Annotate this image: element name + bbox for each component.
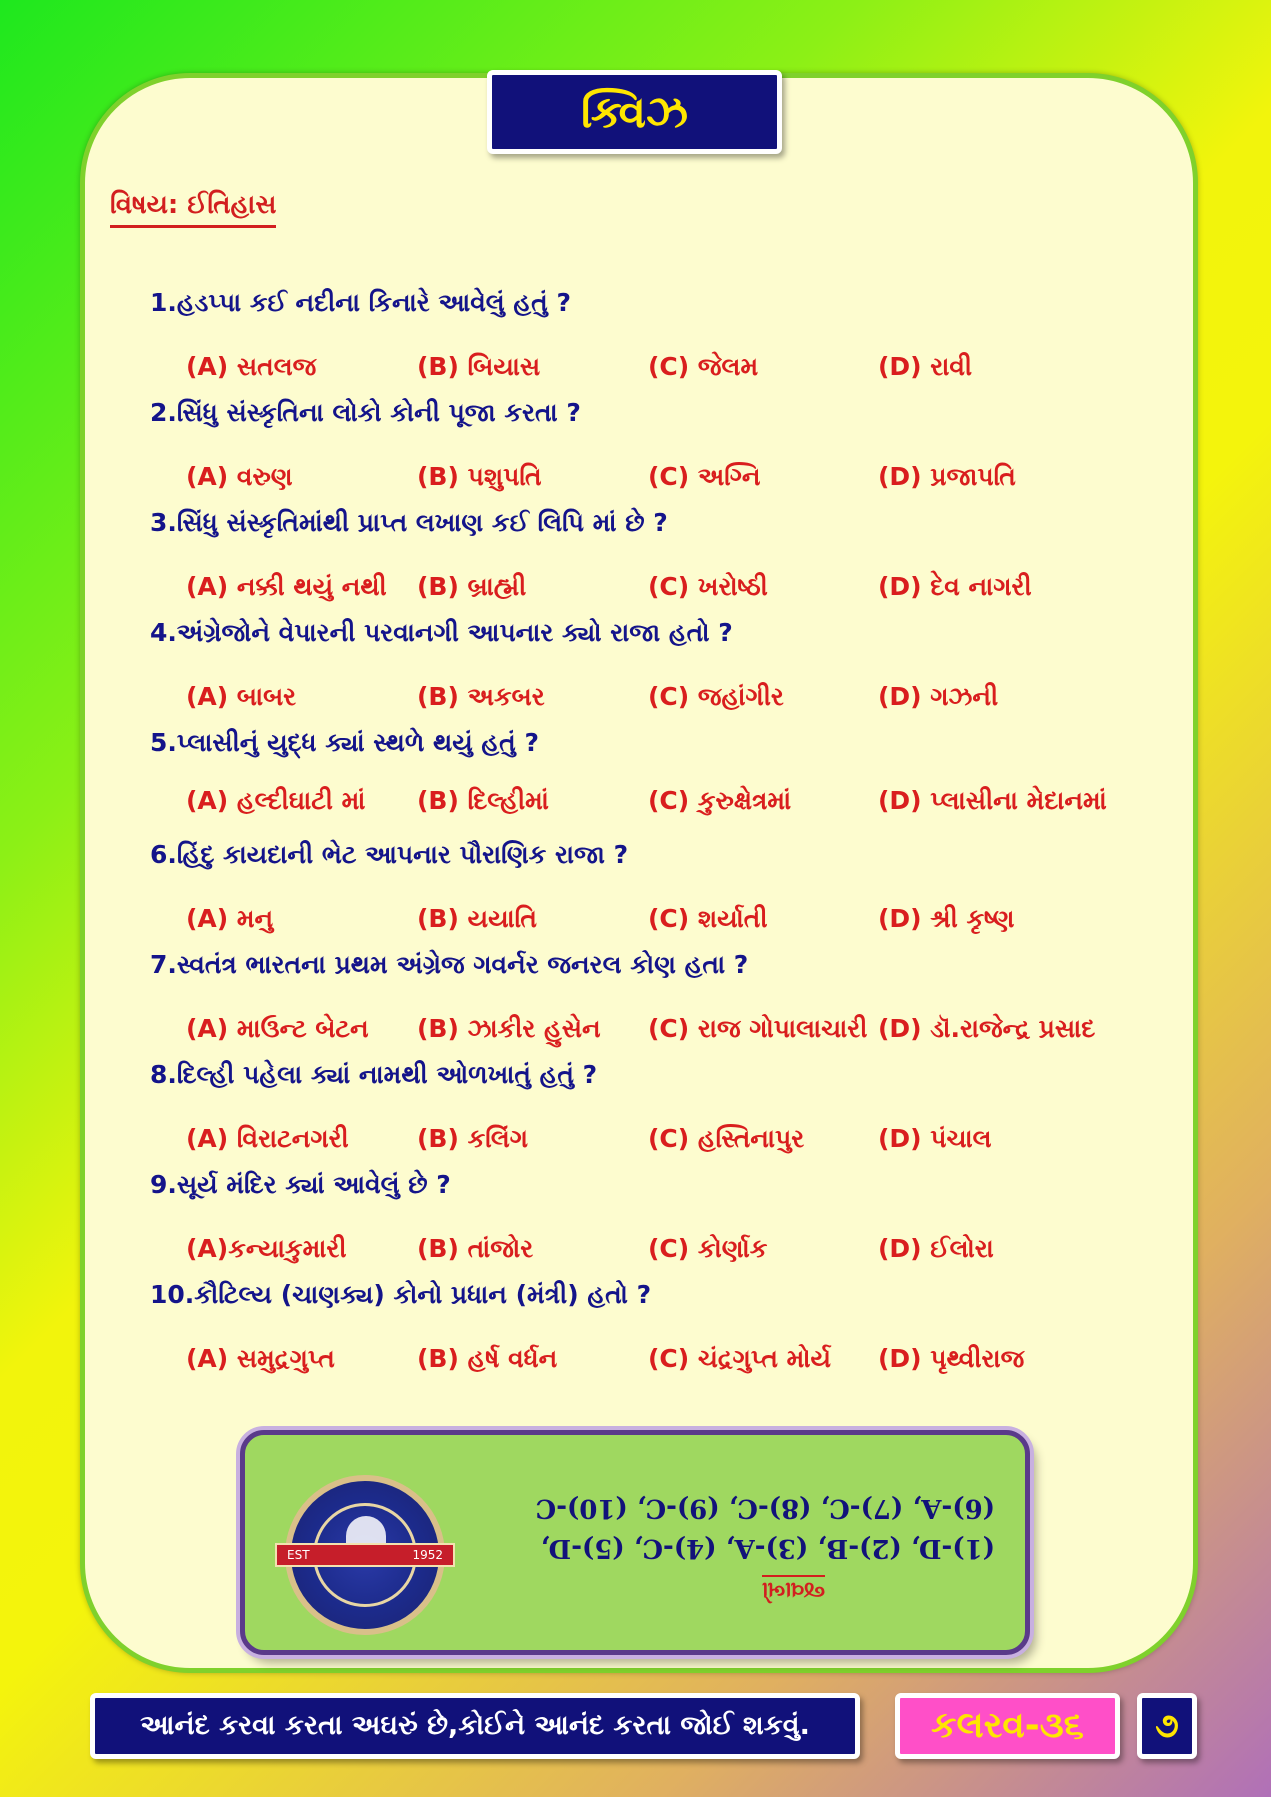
option-2d: (D) પ્રજાપતિ	[878, 462, 1016, 491]
logo-est: EST	[287, 1548, 310, 1562]
subject-label: વિષય: ઈતિહાસ	[110, 190, 276, 228]
question-8: 8.દિલ્હી પહેલા ક્યાં નામથી ઓળખાતું હતું ?	[150, 1060, 598, 1089]
logo-year: 1952	[412, 1548, 443, 1562]
option-5b: (B) દિલ્હીમાં	[417, 786, 549, 815]
option-7c: (C) રાજ ગોપાલાચારી	[648, 1014, 868, 1043]
question-2: 2.સિંધુ સંસ્કૃતિના લોકો કોની પૂજા કરતા ?	[150, 398, 581, 427]
question-7: 7.સ્વતંત્ર ભારતના પ્રથમ અંગ્રેજ ગવર્નર જનરલ કોણ હતા ?	[150, 950, 749, 979]
option-2c: (C) અગ્નિ	[648, 462, 761, 491]
option-8d: (D) પંચાલ	[878, 1124, 992, 1153]
option-3a: (A) નક્કી થયું નથી	[186, 572, 387, 601]
option-8c: (C) હસ્તિનાપુર	[648, 1124, 805, 1153]
option-2b: (B) પશુપતિ	[417, 462, 542, 491]
option-3c: (C) ખરોષ્ઠી	[648, 572, 768, 601]
footer-quote: આનંદ કરવા કરતા અઘરું છે,કોઈને આનંદ કરતા જોઈ શકવું.	[90, 1693, 860, 1759]
option-1b: (B) બિયાસ	[417, 352, 541, 381]
school-logo	[285, 1475, 445, 1635]
option-10b: (B) હર્ષ વર્ધન	[417, 1344, 558, 1373]
option-6a: (A) મનુ	[186, 904, 274, 933]
quiz-title: ક્વિઝ	[487, 70, 782, 154]
option-4d: (D) ગઝની	[878, 682, 999, 711]
option-4b: (B) અકબર	[417, 682, 545, 711]
option-10a: (A) સમુદ્રગુપ્ત	[186, 1344, 335, 1373]
question-9: 9.સૂર્ય મંદિર ક્યાં આવેલું છે ?	[150, 1170, 451, 1199]
option-10d: (D) પૃથ્વીરાજ	[878, 1344, 1025, 1373]
option-6d: (D) શ્રી કૃષ્ણ	[878, 904, 1015, 933]
answer-key	[515, 1483, 995, 1606]
question-3: 3.સિંધુ સંસ્કૃતિમાંથી પ્રાપ્ત લખાણ કઈ લિપિ માં છે ?	[150, 508, 668, 537]
answer-line-2: (6)-A, (7)-C, (8)-C, (9)-C, (10)-C	[535, 1493, 995, 1523]
option-4c: (C) જહાંગીર	[648, 682, 784, 711]
option-2a: (A) વરુણ	[186, 462, 293, 491]
answer-line-1: (1)-D, (2)-B, (3)-A, (4)-C, (5)-D,	[540, 1533, 995, 1563]
option-7b: (B) ઝાકીર હુસેન	[417, 1014, 601, 1043]
option-3d: (D) દેવ નાગરી	[878, 572, 1032, 601]
answer-key-panel	[240, 1430, 1030, 1655]
logo-banner	[275, 1543, 455, 1567]
issue-label: કલરવ-૩૬	[895, 1693, 1120, 1759]
option-9d: (D) ઈલોરા	[878, 1234, 994, 1263]
question-10: 10.કૌટિલ્ય (ચાણક્ય) કોનો પ્રધાન (મંત્રી) હતો ?	[150, 1280, 652, 1309]
option-6b: (B) યયાતિ	[417, 904, 537, 933]
option-9c: (C) કોર્ણાક	[648, 1234, 768, 1263]
question-4: 4.અંગ્રેજોને વેપારની પરવાનગી આપનાર ક્યો રાજા હતો ?	[150, 618, 733, 647]
page-number: ૭	[1137, 1693, 1197, 1759]
option-1c: (C) જેલમ	[648, 352, 759, 381]
option-6c: (C) શર્યાતી	[648, 904, 768, 933]
option-8a: (A) વિરાટનગરી	[186, 1124, 349, 1153]
option-7d: (D) ડૉ.રાજેન્દ્ર પ્રસાદ	[878, 1014, 1096, 1043]
option-7a: (A) માઉન્ટ બેટન	[186, 1014, 369, 1043]
option-1d: (D) રાવી	[878, 352, 973, 381]
option-5d: (D) પ્લાસીના મેદાનમાં	[878, 786, 1107, 815]
question-6: 6.હિંદુ કાયદાની ભેટ આપનાર પૌરાણિક રાજા ?	[150, 840, 629, 869]
option-8b: (B) કલિંગ	[417, 1124, 529, 1153]
option-1a: (A) સતલજ	[186, 352, 317, 381]
option-9a: (A)કન્યાકુમારી	[186, 1234, 347, 1263]
option-9b: (B) તાંજોર	[417, 1234, 534, 1263]
question-1: 1.હડપ્પા કઈ નદીના કિનારે આવેલું હતું ?	[150, 288, 571, 317]
option-5c: (C) કુરુક્ષેત્રમાં	[648, 786, 792, 815]
option-5a: (A) હલ્દીઘાટી માં	[186, 786, 366, 815]
option-4a: (A) બાબર	[186, 682, 297, 711]
answer-key-header: જવાબો	[761, 1577, 825, 1603]
option-3b: (B) બ્રાહ્મી	[417, 572, 527, 601]
option-10c: (C) ચંદ્રગુપ્ત મોર્ય	[648, 1344, 832, 1373]
question-5: 5.પ્લાસીનું યુદ્ધ ક્યાં સ્થળે થયું હતું ?	[150, 728, 539, 757]
